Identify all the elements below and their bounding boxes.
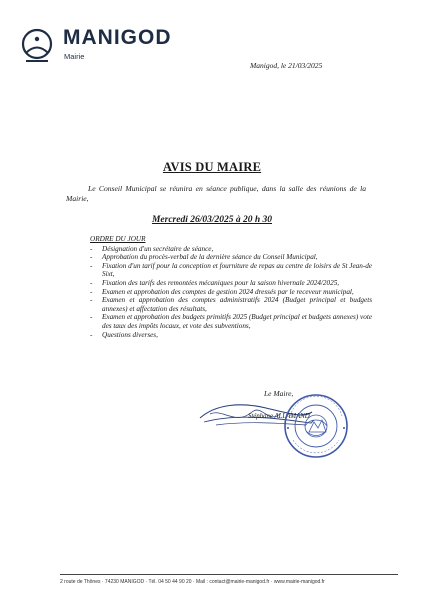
agenda-section — [90, 235, 372, 339]
manigod-logo-icon — [20, 27, 54, 69]
agenda-item — [90, 245, 372, 254]
agenda-item — [90, 262, 372, 279]
agenda-bullet: - — [90, 253, 93, 262]
agenda-bullet: - — [90, 244, 93, 253]
mayor-name: Stéphane ALLAMAND — [248, 413, 310, 420]
agenda-item-text: Désignation d'un secrétaire de séance, — [102, 244, 214, 253]
agenda-item-text: Fixation d'un tarif pour la conception et fourniture de repas au centre de loisirs de St Jean-de Sixt, — [102, 261, 372, 279]
agenda-item — [90, 253, 372, 262]
agenda-item — [90, 331, 372, 340]
agenda-bullet: - — [90, 278, 93, 287]
agenda-item-text: Approbation du procès-verbal de la dernière séance du Conseil Municipal, — [102, 253, 318, 262]
brand-subtitle: Mairie — [64, 52, 85, 61]
mairie-stamp-icon — [282, 392, 350, 460]
agenda-item — [90, 288, 372, 297]
signature-title: Le Maire, — [264, 389, 294, 398]
agenda-item-text: Examen et approbation des comptes administratifs 2024 (Budget principal et budgets annexes) et affectation des résultats, — [102, 296, 372, 313]
agenda-item — [90, 296, 372, 313]
meeting-date: Mercredi 26/03/2025 à 20 h 30 — [151, 215, 273, 225]
agenda-bullet: - — [90, 330, 93, 339]
agenda-item — [90, 279, 372, 288]
agenda-bullet: - — [90, 287, 93, 296]
agenda-item — [90, 313, 372, 330]
agenda-bullet: - — [90, 296, 93, 305]
notice-intro: Le Conseil Municipal se réunira en séance publique, dans la salle des réunions de la Mairie, — [66, 184, 366, 203]
agenda-item-text: Fixation des tarifs des remontées mécaniques pour la saison hivernale 2024/2025, — [102, 278, 340, 287]
agenda-list — [90, 245, 372, 340]
agenda-item-text: Examen et approbation des comptes de gestion 2024 dressés par le receveur municipal, — [102, 287, 354, 296]
agenda-title: ORDRE DU JOUR — [90, 235, 146, 243]
footer-contact: 2 route de Thônes · 74230 MANIGOD · Tél. 04 50 44 90 20 · Mail : contact@mairie-manigod.fr · www.mairie-manigod.fr — [60, 579, 325, 585]
agenda-bullet: - — [90, 261, 93, 270]
notice-title: AVIS DU MAIRE — [162, 160, 262, 174]
agenda-item-text: Examen et approbation des budgets primitifs 2025 (Budget principal et budgets annexes) vote des taux des impôts locaux, et vote des subventions, — [102, 313, 373, 330]
agenda-item-text: Questions diverses, — [102, 330, 158, 339]
agenda-bullet: - — [90, 313, 93, 322]
dateline: Manigod, le 21/03/2025 — [250, 61, 323, 70]
brand-name: MANIGOD — [63, 26, 172, 49]
footer-divider — [60, 574, 398, 575]
